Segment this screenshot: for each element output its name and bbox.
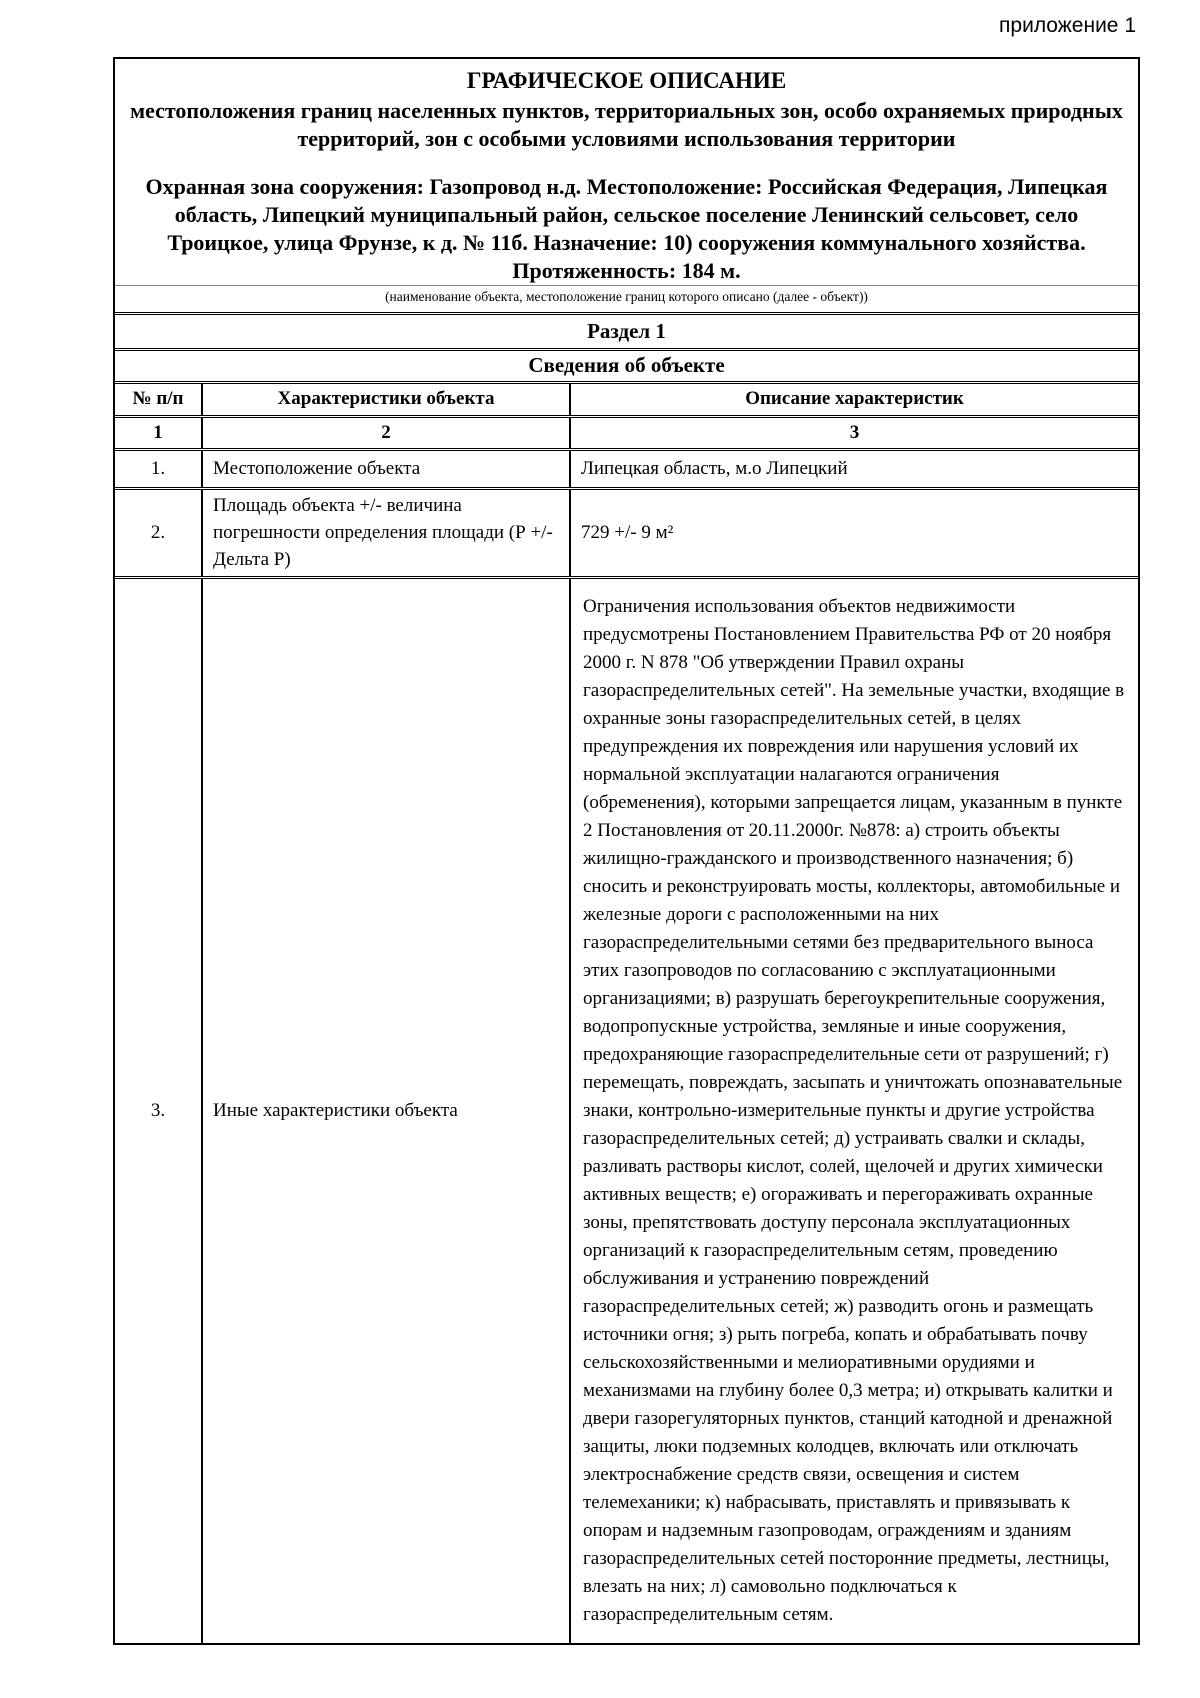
column-number-3: 3: [569, 418, 1138, 448]
row-number: 3.: [150, 1099, 166, 1121]
document-title: ГРАФИЧЕСКОЕ ОПИСАНИЕ: [466, 68, 787, 93]
row-characteristic: Иные характеристики объекта: [201, 579, 569, 1643]
row-number: 1.: [150, 457, 166, 479]
row-number: 2.: [150, 521, 166, 543]
row-description: Липецкая область, м.о Липецкий: [569, 451, 1138, 487]
document-frame: [113, 57, 1140, 1645]
table-header-row: [115, 381, 1138, 414]
document-subtitle: местоположения границ населенных пунктов, территориальных зон, особо охраняемых природных территорий, зон с особыми условиями использования территории: [130, 98, 1123, 151]
row-characteristic: Площадь объекта +/- величина погрешности определения площади (Р +/- Дельта Р): [201, 490, 569, 576]
table-row: [115, 576, 1138, 1643]
row-description: 729 +/- 9 м²: [569, 490, 1138, 576]
object-name-note: (наименование объекта, местоположение границ которого описано (далее - объект)): [115, 285, 1138, 312]
section-subtitle: Сведения об объекте: [115, 348, 1138, 381]
annex-label: приложение 1: [999, 14, 1136, 37]
column-number-1: 1: [153, 421, 163, 443]
table-column-numbers-row: [115, 415, 1138, 448]
row-characteristic: Местоположение объекта: [201, 451, 569, 487]
column-number-2: 2: [201, 418, 569, 448]
row-description: Ограничения использования объектов недвижимости предусмотрены Постановлением Правительства РФ от 20 ноября 2000 г. N 878 "Об утверждении Правил охраны газораспределительных сетей". На земельные участки, входящие в охранные зоны газораспределительных сетей, в целях предупреждения их повреждения или нарушения условий их нормальной эксплуатации налагаются ограничения (обременения), которыми запрещается лицам, указанным в пункте 2 Постановления от 20.11.2000г. №878: а) строить объекты жилищно-гражданского и производственного назначения; б) сносить и реконструировать мосты, коллекторы, автомобильные и железные дороги с расположенными на них газораспределительными сетями без предварительного выноса этих газопроводов по согласованию с эксплуатационными организациями; в) разрушать берегоукрепительные сооружения, водопропускные устройства, земляные и иные сооружения, предохраняющие газораспределительные сети от разрушений; г) перемещать, повреждать, засыпать и уничтожать опознавательные знаки, контрольно-измерительные пункты и другие устройства газораспределительных сетей; д) устраивать свалки и склады, разливать растворы кислот, солей, щелочей и других химически активных веществ; е) огораживать и перегораживать охранные зоны, препятствовать доступу персонала эксплуатационных организаций к газораспределительным сетям, проведению обслуживания и устранению повреждений газораспределительных сетей; ж) разводить огонь и размещать источники огня; з) рыть погреба, копать и обрабатывать почву сельскохозяйственными и мелиоративными орудиями и механизмами на глубину более 0,3 метра; и) открывать калитки и двери газорегуляторных пунктов, станций катодной и дренажной защиты, люки подземных колодцев, включать или отключать электроснабжение средств связи, освещения и систем телемеханики; к) набрасывать, приставлять и привязывать к опорам и надземным газопроводам, ограждениям и зданиям газораспределительных сетей посторонние предметы, лестницы, влезать на них; л) самовольно подключаться к газораспределительным сетям.: [569, 579, 1138, 1643]
column-header-description: Описание характеристик: [569, 384, 1138, 414]
column-header-number: № п/п: [132, 388, 184, 410]
object-description: Охранная зона сооружения: Газопровод н.д. Местоположение: Российская Федерация, Липецкая область, Липецкий муниципальный район, сельское поселение Ленинский сельсовет, село Троицкое, улица Фрунзе, к д. № 11б. Назначение: 10) сооружения коммунального хозяйства. Протяженность: 184 м.: [145, 174, 1108, 283]
table-row: [115, 448, 1138, 487]
table-row: [115, 487, 1138, 576]
column-header-characteristic: Характеристики объекта: [201, 384, 569, 414]
title-block: [115, 59, 1138, 312]
section-title: Раздел 1: [115, 312, 1138, 348]
